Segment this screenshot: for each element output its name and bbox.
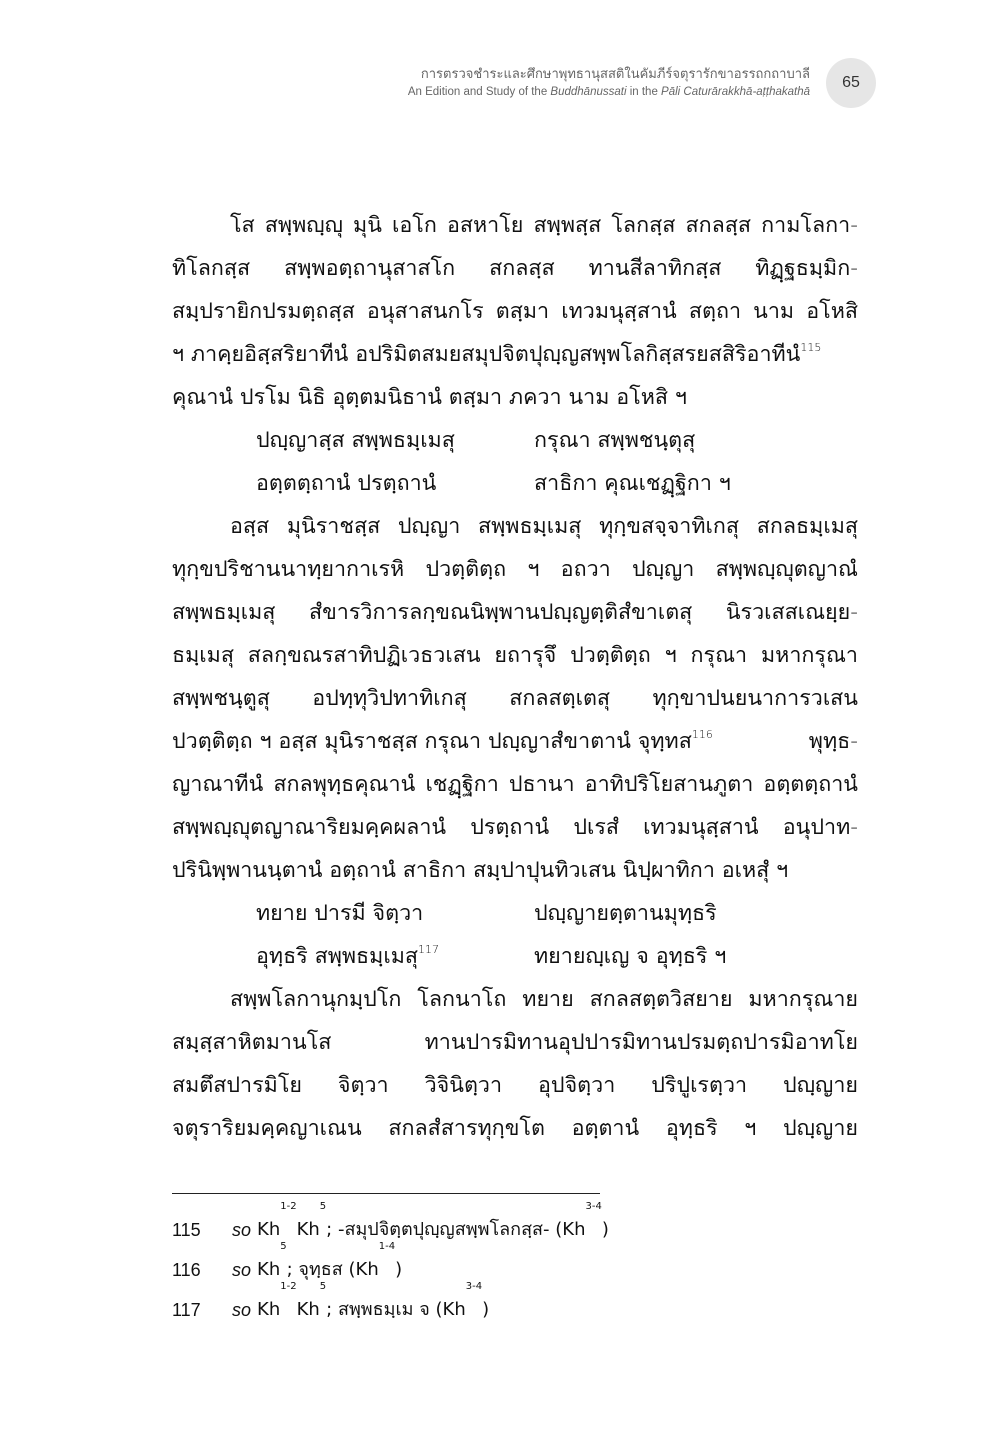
verse-line: ปญฺญาสฺส สพฺพธมฺเมสุ กรุณา สพฺพชนฺตุสุ — [256, 428, 696, 453]
text-line: สพฺพญฺญุตญาณาริยมคฺคผลานํ ปรตฺถานํ ปเรสํ เทวมนุสฺสานํ อนุปาท- — [172, 815, 858, 840]
text-line: สพฺพโลกานุกมฺปโก โลกนาโถ ทยาย สกลสตฺตวิสยาย มหากรุณาย — [230, 987, 858, 1012]
text-line: สพฺพธมฺเมสุ สํขารวิการลกฺขณนิพฺพานปญฺญตฺติสํขาเตสุ นิรวเสสเณยฺย- — [172, 600, 858, 625]
footnote-item: 115 so Kh $^{1-2}$ Kh $^5$ ; -สมุปจิตฺตปุญฺญสพฺพโลกสฺส- (Kh $^{3-4}$ ) — [172, 1210, 609, 1250]
main-text — [172, 204, 858, 1150]
footnote-number: 116 — [172, 1260, 201, 1280]
text-line: คุณานํ ปรโม นิธิ อุตฺตมนิธานํ ตสฺมา ภควา นาม อโหสิ ฯ — [172, 385, 687, 410]
text-line: ทุกฺขปริชานนาทฺยากาเรหิ ปวตฺติตฺถ ฯ อถวา ปญฺญา สพฺพญฺญุตญาณํ — [172, 557, 858, 582]
page-number-badge: 65 — [826, 58, 876, 108]
text-line: สมฺสฺสาหิตมานโส ทานปารมิทานอุปปารมิทานปรมตฺถปารมิอาทโย — [172, 1030, 858, 1055]
footnotes — [172, 1201, 609, 1330]
footnote-item: 117 so Kh $^{1-2}$ Kh $^5$ ; สพฺพธมฺเม จ (Kh $^{3-4}$ ) — [172, 1290, 609, 1330]
text-line: สมฺปรายิกปรมตฺถสฺส อนุสาสนกโร ตสฺมา เทวมนุสฺสานํ สตฺถา นาม อโหสิ — [172, 299, 858, 324]
text-line: ปรินิพฺพานนฺตานํ อตฺถานํ สาธิกา สมฺปาปุนทิวเสน นิปฺผาทิกา อเหสุํ ฯ — [172, 858, 789, 883]
footnote-ref: 116 — [691, 727, 713, 741]
footnote-item: 116 so Kh $^5$ ; จุทฺธส (Kh $^{1-4}$ ) — [172, 1250, 609, 1290]
verse-line: อตฺตตฺถานํ ปรตฺถานํ สาธิกา คุณเชฏฺฐิกา ฯ — [256, 471, 731, 496]
text-line: จตุราริยมคฺคญาเณน สกลสํสารทุกฺขโต อตฺตานํ อุทฺธริ ฯ ปญฺญาย — [172, 1116, 858, 1141]
footnote-ref: 117 — [418, 942, 439, 956]
verse-line: ทยาย ปารมี จิตฺวา ปญฺญายตฺตานมุทฺธริ — [256, 901, 717, 926]
text-line: สพฺพชนฺตูสุ อปทฺทุวิปทาทิเกสุ สกลสตฺเตสุ ทุกฺขาปนยนาการวเสน — [172, 686, 858, 711]
text-line: ฯ ภาคฺยอิสฺสริยาทีนํ อปริมิตสมยสมุปจิตปุญฺญสพฺพโลกิสฺสรยสสิริอาทีนํ$^{115}$ — [172, 340, 822, 367]
verse-line: อุทฺธริ สพฺพธมฺเมสุ$^{117}$ ทยายญฺเญ จ อุทฺธริ ฯ — [256, 942, 727, 969]
footnote-number: 117 — [172, 1300, 201, 1320]
text-line: สมตึสปารมิโย จิตฺวา วิจินิตฺวา อุปจิตฺวา ปริปูเรตฺวา ปญฺญาย — [172, 1073, 858, 1098]
text-line: ทิโลกสฺส สพฺพอตฺถานุสาสโก สกลสฺส ทานสีลาทิกสฺส ทิฏฺฐธมฺมิก- — [172, 256, 858, 281]
header-title-english: An Edition and Study of the Buddhānussati in the Pāli Caturārakkhā-aṭṭhakathā — [407, 86, 810, 98]
header-title-thai: การตรวจชำระและศึกษาพุทธานุสสติในคัมภีร์จตุรารักขาอรรถกถาบาลี — [420, 67, 810, 82]
text-line: อสฺส มุนิราชสฺส ปญฺญา สพฺพธมฺเมสุ ทุกฺขสจฺจาทิเกสุ สกลธมฺเมสุ — [230, 514, 858, 539]
text-line: โส สพฺพญฺญุ มุนิ เอโก อสหาโย สพฺพสฺส โลกสฺส สกลสฺส กามโลกา- — [230, 213, 858, 238]
text-line: ธมฺเมสุ สลกฺขณรสาทิปฏิเวธวเสน ยถารุจึ ปวตฺติตฺถ ฯ กรุณา มหากรุณา — [172, 643, 858, 668]
text-line: ปวตฺติตฺถ ฯ อสฺส มุนิราชสฺส กรุณา ปญฺญาสํขาตานํ จุทฺทส$^{116}$ พุทฺธ- — [172, 727, 858, 754]
footnote-number: 115 — [172, 1220, 201, 1240]
footnote-ref: 115 — [800, 340, 822, 354]
footnote-divider — [172, 1193, 600, 1194]
text-line: ญาณาทีนํ สกลพุทฺธคุณานํ เชฏฺฐิกา ปธานา อาทิปริโยสานภูตา อตฺตตฺถานํ — [172, 772, 858, 797]
running-header — [408, 66, 810, 100]
